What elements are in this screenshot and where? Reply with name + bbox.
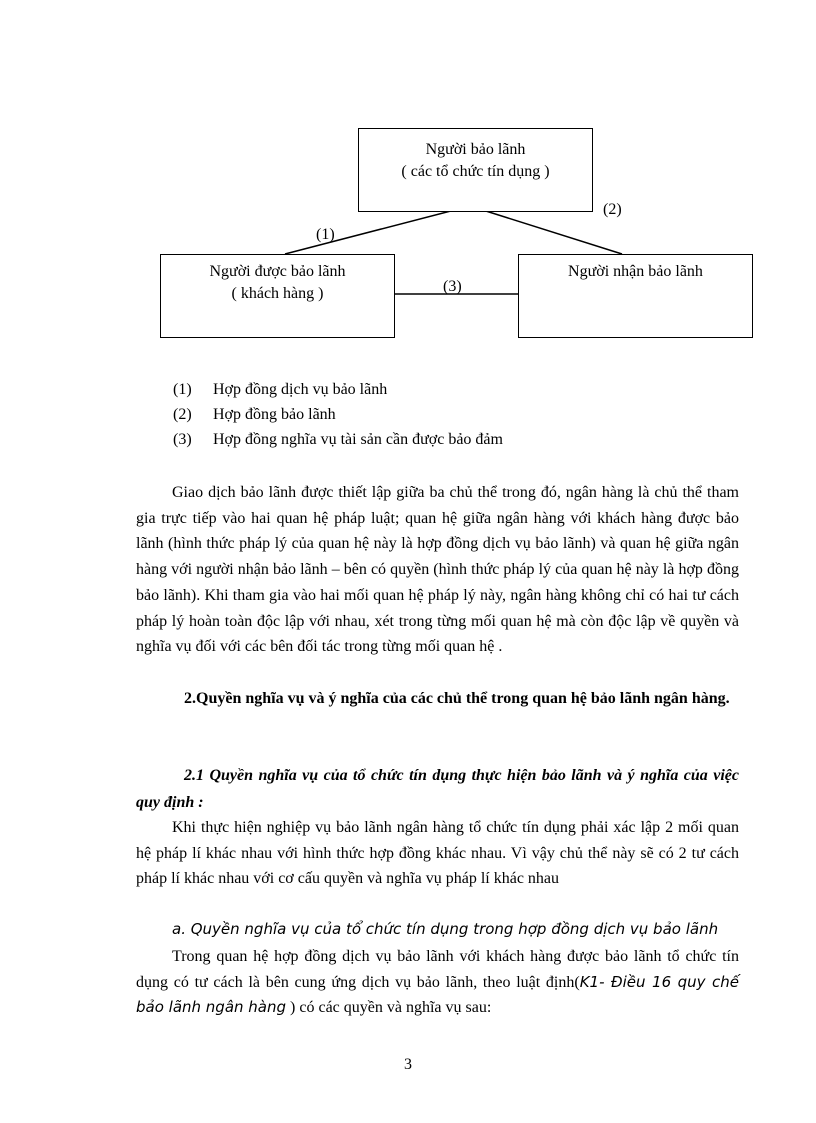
connector-1 <box>285 206 470 254</box>
connector-label-3: (3) <box>443 278 462 295</box>
section-heading-2-1-text: 2.1 Quyền nghĩa vụ của tổ chức tín dụng thực hiện bảo lãnh và ý nghĩa của việc quy định : <box>136 767 739 811</box>
guarantor-subtitle: ( các tổ chức tín dụng ) <box>401 163 550 180</box>
paragraph-intro: Giao dịch bảo lãnh được thiết lập giữa ba chủ thể trong đó, ngân hàng là chủ thể tham gia trực tiếp vào hai quan hệ pháp luật; quan hệ giữa ngân hàng với khách hàng được bảo lãnh (hình thức pháp lý của quan hệ này là hợp đồng dịch vụ bảo lãnh) và quan hệ giữa ngân hàng với người nhận bảo lãnh – bên có quyền (hình thức pháp lý của quan hệ này là hợp đồng bảo lãnh). Khi tham gia vào hai mối quan hệ pháp lý này, ngân hàng không chỉ có hai tư cách pháp lý hoàn toàn độc lập với nhau, xét trong từng mối quan hệ mà còn độc lập về quyền và nghĩa vụ đối với các bên đối tác trong từng mối quan hệ . <box>136 484 739 656</box>
section-heading-2-1 <box>136 762 739 816</box>
legend-item <box>173 431 503 449</box>
legal-reference: K1- Điều 16 quy chế bảo lãnh ngân hàng <box>136 972 739 1017</box>
legend-number: (1) <box>173 381 192 398</box>
subheading-a: a. Quyền nghĩa vụ của tổ chức tín dụng trong hợp đồng dịch vụ bảo lãnh <box>172 920 719 938</box>
paragraph-obligations: Khi thực hiện nghiệp vụ bảo lãnh ngân hàng tổ chức tín dụng phải xác lập 2 mối quan hệ pháp lí khác nhau với hình thức hợp đồng khác nhau. Vì vậy chủ thể này sẽ có 2 tư cách pháp lí khác nhau với cơ cấu quyền và nghĩa vụ pháp lí khác nhau <box>136 819 739 888</box>
connector-2 <box>470 206 622 254</box>
connector-label-1: (1) <box>316 226 335 243</box>
legend-text: Hợp đồng bảo lãnh <box>213 406 336 423</box>
paragraph-service-contract-start: Trong quan hệ hợp đồng dịch vụ bảo lãnh với khách hàng được bảo lãnh tổ chức tín dụng có tư cách là bên cung ứng dịch vụ bảo lãnh, theo luật định( <box>136 948 739 991</box>
guarantor-box <box>358 128 593 212</box>
page-number: 3 <box>404 1056 412 1073</box>
legend-text: Hợp đồng dịch vụ bảo lãnh <box>213 381 388 398</box>
beneficiary-title: Người nhận bảo lãnh <box>568 263 703 280</box>
legend-number: (3) <box>173 431 192 448</box>
beneficiary-box <box>518 254 753 338</box>
guaranteed-party-subtitle: ( khách hàng ) <box>231 285 324 302</box>
paragraph-service-contract <box>136 944 739 1021</box>
legend-item <box>173 406 336 424</box>
connector-label-2: (2) <box>603 201 622 218</box>
paragraph-service-contract-end: ) có các quyền và nghĩa vụ sau: <box>286 999 492 1017</box>
legend-number: (2) <box>173 406 192 423</box>
guaranteed-party-title: Người được bảo lãnh <box>209 263 346 280</box>
legend-text: Hợp đồng nghĩa vụ tài sản cần được bảo đảm <box>213 431 503 448</box>
guarantor-title: Người bảo lãnh <box>425 141 526 158</box>
section-heading-2 <box>136 685 739 712</box>
legend-item <box>173 381 387 399</box>
section-heading-2-text: 2.Quyền nghĩa vụ và ý nghĩa của các chủ thể trong quan hệ bảo lãnh ngân hàng. <box>184 690 730 707</box>
guaranteed-party-box <box>160 254 395 338</box>
